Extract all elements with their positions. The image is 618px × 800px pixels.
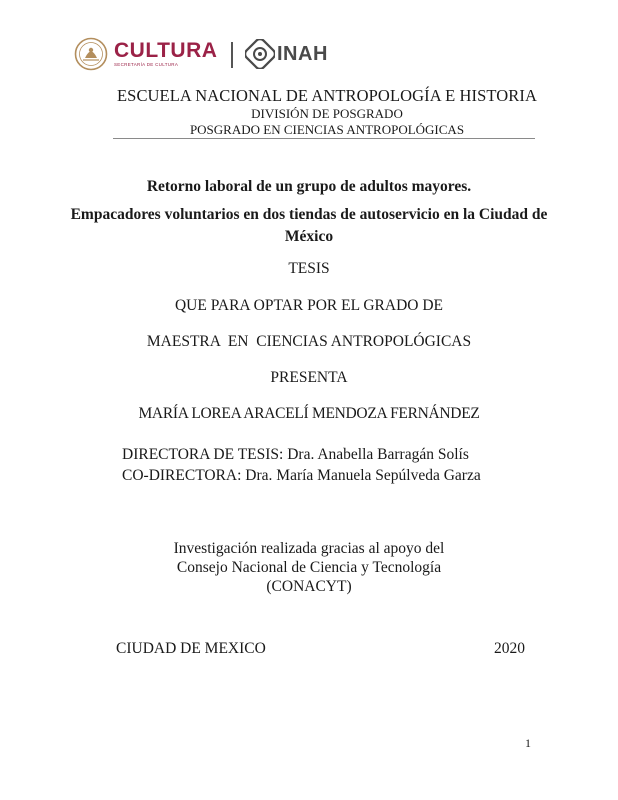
funding-line3: (CONACYT) xyxy=(266,578,352,595)
program-name: POSGRADO EN CIENCIAS ANTROPOLÓGICAS xyxy=(189,122,465,137)
school-name: ESCUELA NACIONAL DE ANTROPOLOGÍA E HISTORIA xyxy=(116,86,537,105)
degree-name: MAESTRA EN CIENCIAS ANTROPOLÓGICAS xyxy=(146,333,472,350)
presents-label: PRESENTA xyxy=(270,369,348,386)
inah-wordmark: INAH xyxy=(277,42,328,65)
inah-logo xyxy=(245,38,328,70)
page-number: 1 xyxy=(525,736,531,750)
cultura-logo xyxy=(74,36,217,72)
codirector-line xyxy=(122,465,481,486)
header-divider xyxy=(113,138,535,139)
cultura-wordmark: CULTURA xyxy=(114,39,218,63)
thesis-title-line2: Empacadores voluntarios en dos tiendas de autoservicio en la Ciudad de México xyxy=(70,206,548,245)
author-name: MARÍA LOREA ARACELÍ MENDOZA FERNÁNDEZ xyxy=(138,405,480,422)
director-name: Dra. Anabella Barragán Solís xyxy=(287,446,469,463)
funding-line1: Investigación realizada gracias al apoyo del xyxy=(173,540,445,557)
codirector-name: Dra. María Manuela Sepúlveda Garza xyxy=(245,467,481,484)
director-line xyxy=(122,444,481,465)
city-label: CIUDAD DE MEXICO xyxy=(116,640,266,657)
division-name: DIVISIÓN DE POSGRADO xyxy=(251,106,403,121)
cultura-subtitle: SECRETARÍA DE CULTURA xyxy=(114,62,179,68)
mexico-seal-icon xyxy=(74,37,108,71)
funding-line2: Consejo Nacional de Ciencia y Tecnología xyxy=(176,559,442,576)
year-label: 2020 xyxy=(494,640,525,657)
codirector-label: CO-DIRECTORA: xyxy=(122,467,242,484)
logo-divider xyxy=(231,42,233,68)
inah-emblem-icon xyxy=(245,39,275,69)
degree-purpose: QUE PARA OPTAR POR EL GRADO DE xyxy=(174,297,444,314)
director-label: DIRECTORA DE TESIS: xyxy=(122,446,284,463)
thesis-title-line1: Retorno laboral de un grupo de adultos mayores. xyxy=(146,178,472,195)
advisors-block xyxy=(122,444,481,486)
funding-acknowledgement xyxy=(60,539,558,596)
thesis-type: TESIS xyxy=(288,260,330,277)
